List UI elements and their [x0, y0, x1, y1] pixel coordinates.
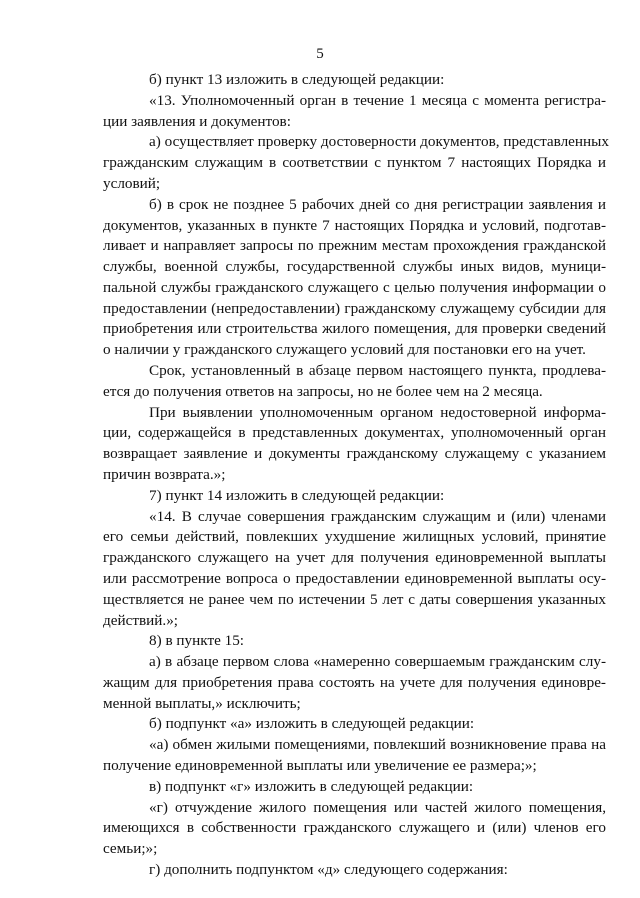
text-line: ции, содержащейся в представленных документах, уполномоченный орган: [103, 424, 606, 442]
page-number: 5: [316, 46, 324, 62]
text-line: семьи;»;: [103, 840, 158, 858]
text-line: а) в абзаце первом слова «намеренно совершаемым гражданским слу-: [149, 653, 606, 671]
text-line: «14. В случае совершения гражданским служащим и (или) членами: [149, 507, 606, 525]
text-line: приобретения или строительства жилого помещения, для проверки сведений: [103, 320, 606, 338]
text-line: в) подпункт «г» изложить в следующей редакции:: [149, 777, 474, 795]
text-line: возвращает заявление и документы гражданскому служащему с указанием: [103, 445, 606, 463]
text-line: «а) обмен жилыми помещениями, повлекший возникновение права на: [149, 736, 606, 754]
text-line: жащим для приобретения права состоять на учете для получения единовре-: [103, 673, 606, 691]
text-line: документов, указанных в пункте 7 настоящих Порядка и условий, подготав-: [103, 216, 606, 234]
text-line: ется до получения ответов на запросы, но не более чем на 2 месяца.: [103, 382, 543, 400]
text-line: «13. Уполномоченный орган в течение 1 месяца с момента регистра-: [149, 91, 606, 109]
text-line: б) в срок не позднее 5 рабочих дней со дня регистрации заявления и: [149, 195, 606, 213]
text-line: действий.»;: [103, 611, 179, 629]
text-line: имеющихся в собственности гражданского служащего и (или) членов его: [103, 819, 606, 837]
text-line: г) дополнить подпунктом «д» следующего содержания:: [149, 861, 508, 878]
text-line: о наличии у гражданского служащего условий для постановки его на учет.: [103, 341, 586, 359]
text-line: Срок, установленный в абзаце первом настоящего пункта, продлева-: [149, 362, 606, 380]
text-line: «г) отчуждение жилого помещения или частей жилого помещения,: [149, 798, 606, 816]
text-line: условий;: [103, 174, 161, 192]
text-line: ции заявления и документов:: [103, 112, 291, 130]
text-line: менной выплаты,» исключить;: [103, 694, 301, 712]
text-line: ливает и направляет запросы по прежним местам прохождения гражданской: [103, 237, 606, 255]
text-line: ществляется не ранее чем по истечении 5 лет с даты совершения указанных: [103, 590, 606, 608]
text-line: 7) пункт 14 изложить в следующей редакции:: [149, 486, 445, 504]
text-line: предоставлении (непредоставлении) гражданскому служащему субсидии для: [103, 299, 606, 317]
text-line: пальной службы гражданского служащего с целью получения информации о: [103, 278, 606, 296]
text-line: а) осуществляет проверку достоверности документов, представленных: [149, 133, 609, 151]
text-line: его семьи действий, повлекших ухудшение жилищных условий, принятие: [103, 528, 606, 546]
text-line: получение единовременной выплаты или увеличение ее размера;»;: [103, 757, 537, 775]
text-line: б) подпункт «а» изложить в следующей редакции:: [149, 715, 475, 733]
text-line: б) пункт 13 изложить в следующей редакции:: [149, 71, 445, 88]
text-line: 8) в пункте 15:: [149, 632, 245, 650]
text-line: или рассмотрение вопроса о предоставлении единовременной выплаты осу-: [103, 569, 606, 587]
text-line: При выявлении уполномоченным органом недостоверной информа-: [149, 403, 606, 421]
text-line: причин возврата.»;: [103, 466, 226, 483]
text-line: службы, военной службы, государственной службы иных видов, муници-: [103, 258, 606, 276]
text-line: гражданским служащим в соответствии с пунктом 7 настоящих Порядка и: [103, 154, 606, 172]
text-line: гражданского служащего на учет для получения единовременной выплаты: [103, 549, 606, 567]
